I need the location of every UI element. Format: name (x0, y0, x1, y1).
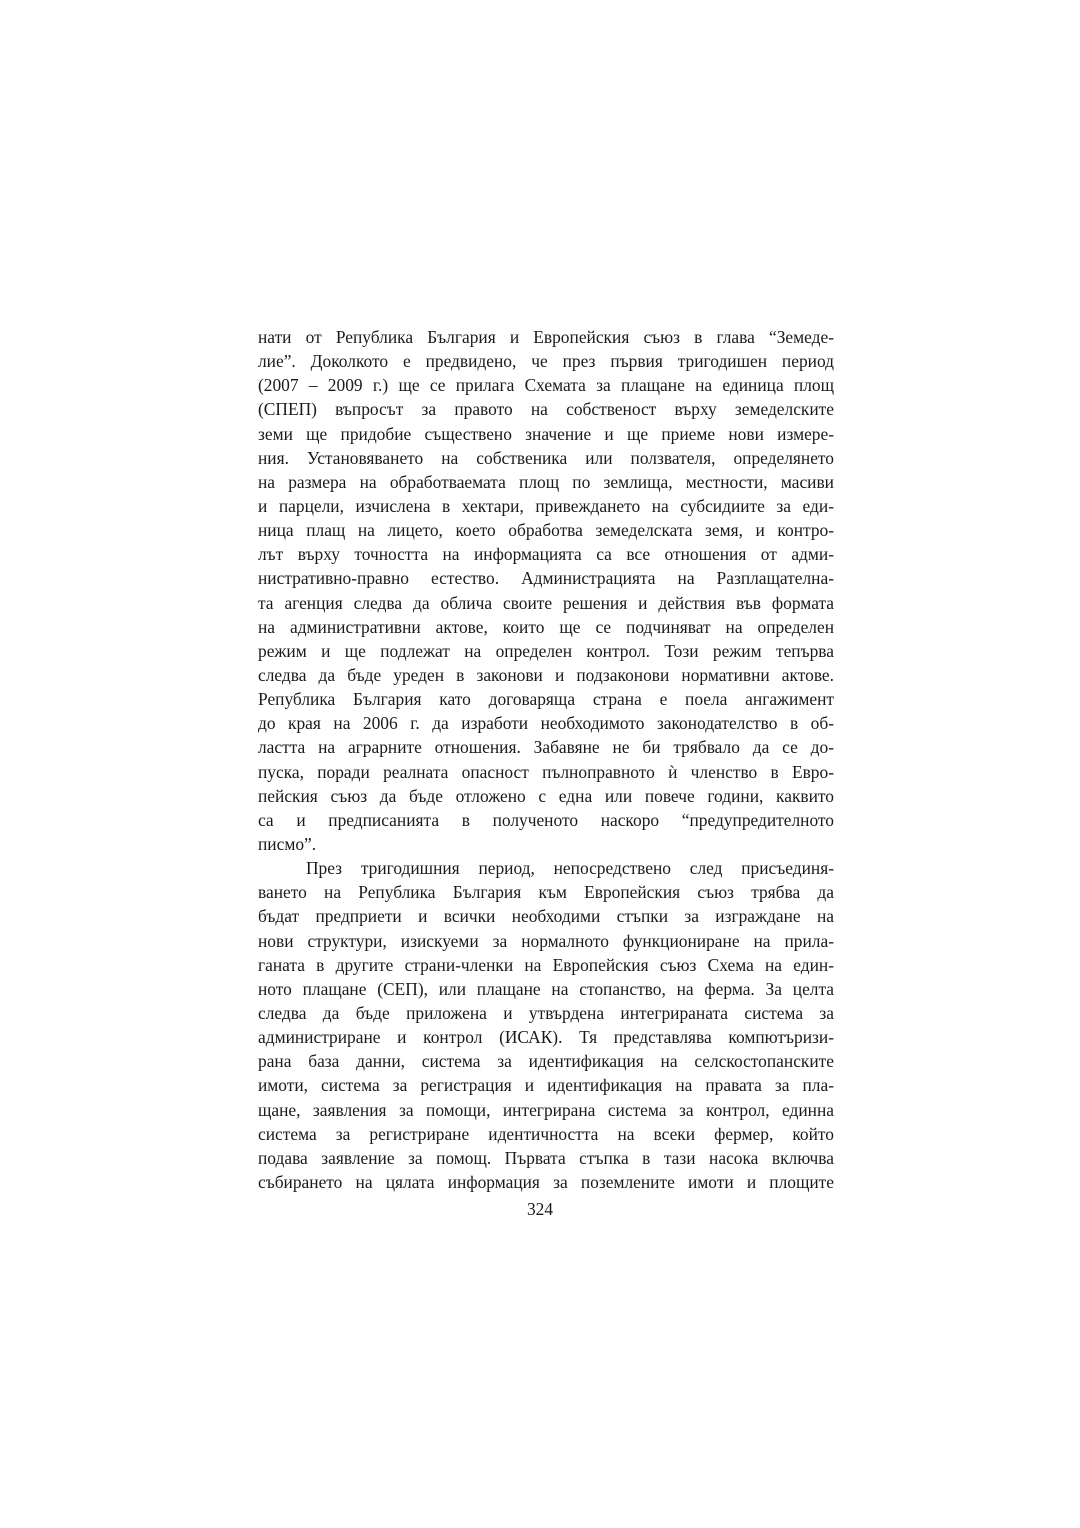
text-line: пейския съюз да бъде отложено с една или повече години, каквито (258, 785, 834, 806)
text-line: ганата в другите страни-членки на Европейския съюз Схема на един- (258, 954, 834, 975)
text-line: пуска, поради реалната опасност пълноправното ѝ членство в Евро- (258, 761, 834, 782)
text-line: нати от Република България и Европейския съюз в глава “Земеде- (258, 327, 834, 347)
text-line: са и предписанията в полученото наскоро “предупредителното (258, 809, 834, 830)
text-line: та агенция следва да облича своите решения и действия във формата (258, 592, 834, 613)
text-line: следва да бъде уреден в законови и подзаконови нормативни актове. (258, 664, 834, 685)
text-line: нистративно-правно естество. Администрацията на Разплащателна- (258, 568, 834, 589)
text-line: (2007 – 2009 г.) ще се прилага Схемата за плащане на единица площ (258, 375, 834, 396)
text-line: ница плащ на лицето, което обработва земеделската земя, и контро- (258, 520, 834, 541)
text-line: нови структури, изискуеми за нормалното функциониране на прила- (258, 930, 834, 951)
text-line: на административни актове, които ще се подчиняват на определен (258, 616, 834, 637)
text-line: на размера на обработваемата площ по землища, местности, масиви (258, 471, 834, 492)
text-line: събирането на цялата информация за поземлените имоти и площите (258, 1171, 834, 1192)
text-line: През тригодишния период, непосредствено след присъединя- (306, 858, 834, 879)
text-line: (СПЕП) въпросът за правото на собственост върху земеделските (258, 399, 834, 420)
text-line: следва да бъде приложена и утвърдена интегрираната система за (258, 1002, 834, 1023)
text-line: бъдат предприети и всички необходими стъпки за изграждане на (258, 906, 834, 927)
paragraph-1 (258, 325, 834, 856)
text-line: ния. Установяването на собственика или ползвателя, определянето (258, 447, 834, 468)
body-text (258, 325, 834, 1194)
text-line: ното плащане (СЕП), или плащане на стопанство, на ферма. За целта (258, 978, 834, 999)
text-line: щане, заявления за помощи, интегрирана система за контрол, единна (258, 1099, 834, 1120)
text-line: режим и ще подлежат на определен контрол. Този режим тепърва (258, 640, 834, 661)
text-line: лие”. Доколкото е предвидено, че през първия тригодишен период (258, 351, 834, 372)
text-line: рана база данни, система за идентификация на селскостопанските (258, 1051, 834, 1072)
text-line: писмо”. (258, 833, 317, 854)
text-line: до края на 2006 г. да изработи необходимото законодателство в об- (258, 713, 834, 734)
text-line: ластта на аграрните отношения. Забавяне не би трябвало да се до- (258, 737, 834, 758)
text-line: имоти, система за регистрация и идентификация на правата за пла- (258, 1075, 834, 1096)
text-line: подава заявление за помощ. Първата стъпка в тази насока включва (258, 1147, 834, 1168)
page-number: 324 (526, 1199, 554, 1219)
text-line: и парцели, изчислена в хектари, привеждането на субсидиите за еди- (258, 495, 834, 516)
text-line: администриране и контрол (ИСАК). Тя представлява компютъризи- (258, 1027, 834, 1048)
text-line: земи ще придобие съществено значение и ще приеме нови измере- (258, 423, 834, 444)
text-line: система за регистриране идентичността на всеки фермер, който (258, 1123, 834, 1144)
text-line: ването на Република България към Европейския съюз трябва да (258, 882, 834, 903)
text-line: лът върху точността на информацията са все отношения от адми- (258, 544, 834, 565)
text-line: Република България като договаряща страна е поела ангажимент (258, 689, 834, 710)
paragraph-2 (258, 856, 834, 1194)
